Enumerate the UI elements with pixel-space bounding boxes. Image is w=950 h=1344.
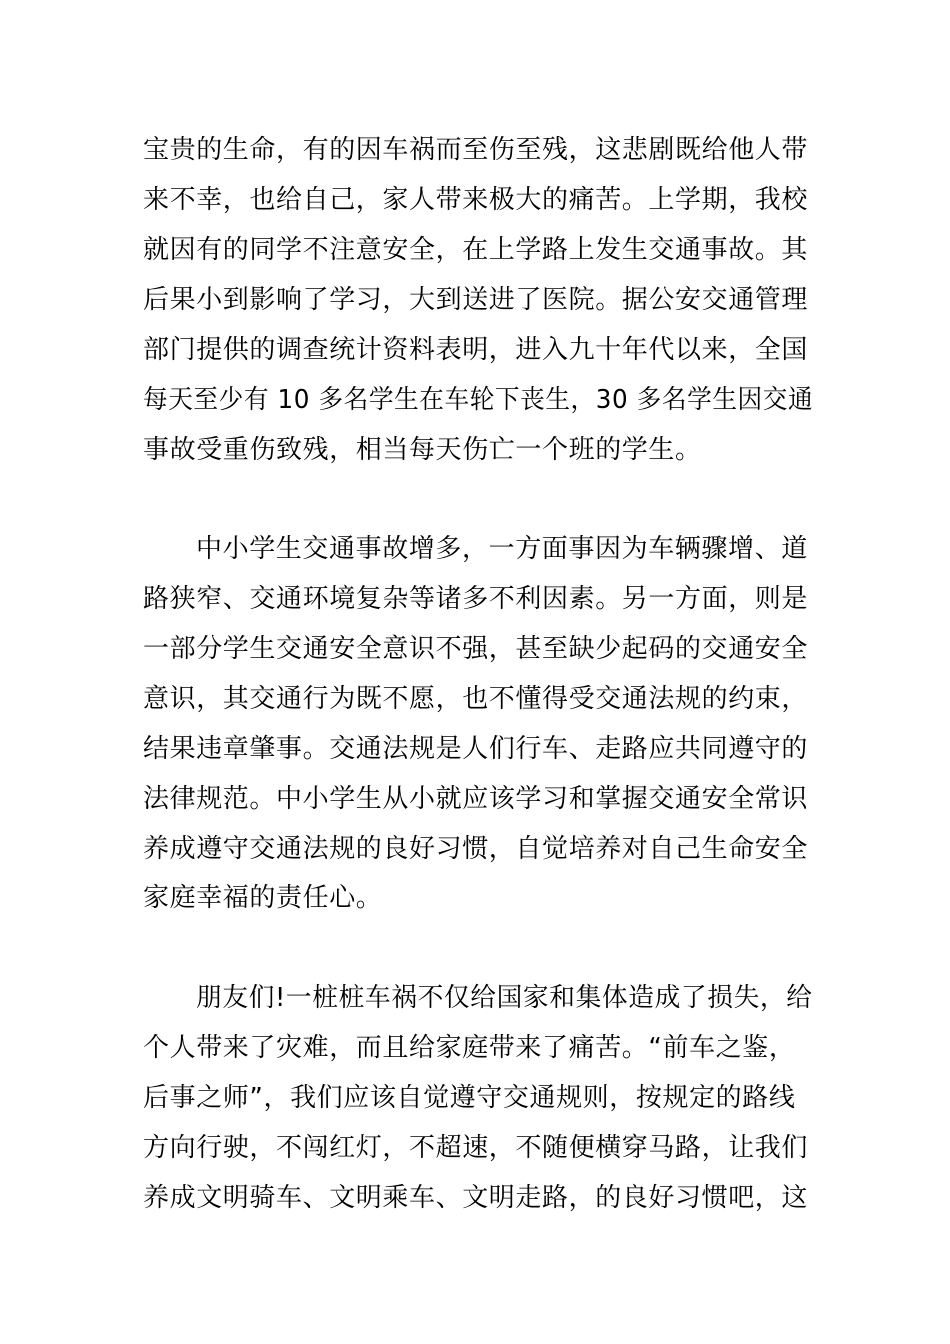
paragraph-line: 意识，其交通行为既不愿，也不懂得受交通法规的约束， [143, 684, 809, 714]
paragraph-line: 家庭幸福的责任心。 [143, 883, 383, 913]
paragraph-line: 后事之师”，我们应该自觉遵守交通规则，按规定的路线 [143, 1083, 796, 1113]
paragraph-line: 每天至少有 10 多名学生在车轮下丧生，30 多名学生因交通 [143, 385, 814, 415]
paragraph-line: 养成文明骑车、文明乘车、文明走路，的良好习惯吧，这 [143, 1183, 809, 1213]
paragraph-line: 部门提供的调查统计资料表明，进入九十年代以来，全国 [143, 335, 809, 365]
paragraph-line: 后果小到影响了学习，大到送进了医院。据公安交通管理 [143, 285, 809, 315]
paragraph-line: 事故受重伤致残，相当每天伤亡一个班的学生。 [143, 435, 702, 465]
paragraph-line: 法律规范。中小学生从小就应该学习和掌握交通安全常识 [143, 784, 809, 814]
paragraph-line: 方向行驶，不闯红灯，不超速，不随便横穿马路，让我们 [143, 1133, 809, 1163]
paragraph-line: 来不幸，也给自己，家人带来极大的痛苦。上学期，我校 [143, 185, 809, 215]
paragraph-line: 个人带来了灾难，而且给家庭带来了痛苦。“前车之鉴， [143, 1033, 796, 1063]
paragraph-line: 中小学生交通事故增多，一方面事因为车辆骤增、道 [196, 534, 808, 564]
paragraph-line: 宝贵的生命，有的因车祸而至伤至残，这悲剧既给他人带 [143, 135, 809, 165]
paragraph-line: 朋友们!一桩桩车祸不仅给国家和集体造成了损失，给 [196, 983, 813, 1013]
paragraph-line: 一部分学生交通安全意识不强，甚至缺少起码的交通安全 [143, 634, 809, 664]
paragraph-line: 养成遵守交通法规的良好习惯，自觉培养对自己生命安全 [143, 834, 809, 864]
paragraph-line: 路狭窄、交通环境复杂等诸多不利因素。另一方面，则是 [143, 584, 809, 614]
paragraph-line: 结果违章肇事。交通法规是人们行车、走路应共同遵守的 [143, 734, 809, 764]
paragraph-line: 就因有的同学不注意安全，在上学路上发生交通事故。其 [143, 235, 809, 265]
